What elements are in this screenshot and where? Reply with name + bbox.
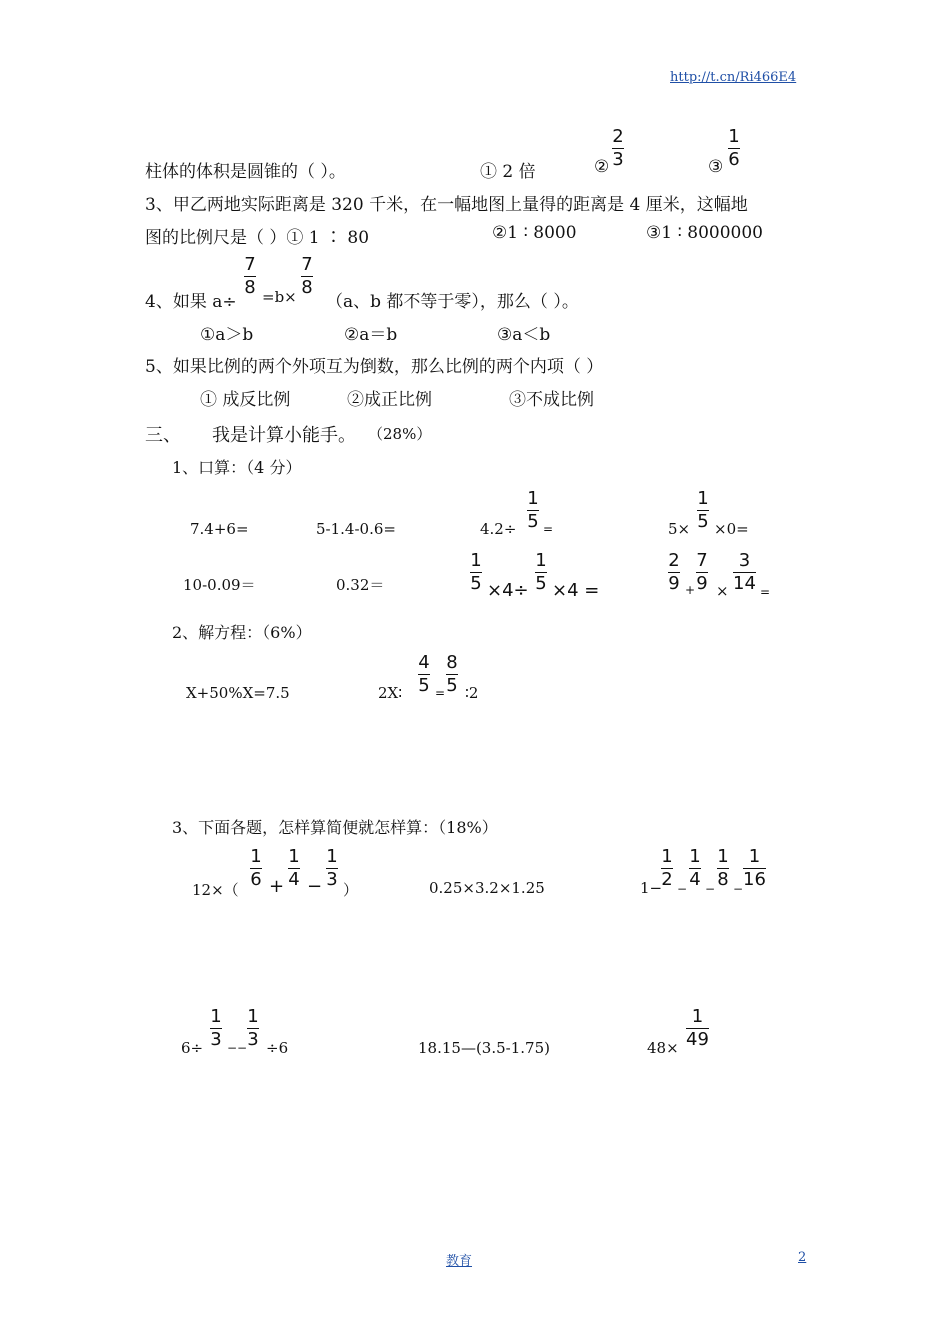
oral-8-equals: = (760, 585, 771, 599)
simplify-3-op-1: − (677, 882, 688, 896)
q3-line-2: 图的比例尺是（ ）① 1 ∶ 80 (145, 228, 370, 248)
numerator: 1 (535, 550, 547, 571)
simplify-4-op: −− (227, 1041, 248, 1055)
q4-option-3: ③a＜b (497, 325, 551, 345)
denominator: 3 (247, 1029, 259, 1050)
denominator: 5 (470, 573, 482, 594)
simplify-6-fraction (686, 1008, 709, 1049)
simplify-4-fraction-2 (247, 1008, 259, 1049)
denominator: 5 (697, 511, 709, 532)
oral-7-fraction-1 (470, 552, 482, 593)
q2-option-2-mark: ② (594, 157, 610, 177)
oral-8-fraction-2 (696, 552, 708, 593)
page-number[interactable]: 2 (798, 1250, 807, 1265)
denominator: 5 (418, 675, 430, 696)
simplify-6-prefix: 48× (647, 1039, 679, 1057)
q2-text: 柱体的体积是圆锥的（ ）。 (145, 162, 346, 182)
oral-3-fraction (527, 490, 539, 531)
simplify-1-fraction-3 (326, 848, 338, 889)
denominator: 8 (301, 277, 313, 298)
section-title: 我是计算小能手。 (212, 425, 356, 446)
part2-heading: 2、解方程：（6%） (172, 623, 312, 642)
oral-8-op-1: + (685, 583, 696, 597)
oral-8-fraction-3 (733, 552, 756, 593)
equation-2-prefix: 2X∶ (378, 684, 403, 702)
oral-4-fraction (697, 490, 709, 531)
numerator: 3 (738, 550, 751, 571)
q4-fraction-1 (244, 256, 256, 297)
q2-option-1: ① 2 倍 (480, 162, 536, 182)
oral-8-fraction-1 (668, 552, 680, 593)
denominator: 6 (728, 149, 740, 170)
denominator: 3 (326, 869, 338, 890)
numerator: 1 (661, 846, 673, 867)
oral-3-prefix: 4.2÷ (480, 520, 517, 538)
q2-option-3-fraction (728, 128, 740, 169)
q4-middle: =b× (262, 288, 297, 306)
oral-7-fraction-2 (535, 552, 547, 593)
q3-line-1: 3、甲乙两地实际距离是 320 千米，在一幅地图上量得的距离是 4 厘米，这幅地 (145, 195, 748, 215)
numerator: 1 (247, 1006, 259, 1027)
numerator: 4 (418, 652, 430, 673)
equation-1: X+50%X=7.5 (186, 684, 290, 702)
oral-4-prefix: 5× (668, 520, 691, 538)
simplify-1-op-2: − (307, 876, 323, 897)
simplify-2: 0.25×3.2×1.25 (429, 879, 545, 897)
q4-prefix: 4、如果 a÷ (145, 292, 237, 312)
denominator: 5 (446, 675, 458, 696)
simplify-3-fraction-2 (689, 848, 701, 889)
q2-option-3-mark: ③ (708, 157, 724, 177)
denominator: 3 (612, 149, 624, 170)
q3-option-2: ②1 ∶ 8000 (492, 223, 577, 243)
simplify-3-fraction-3 (717, 848, 729, 889)
q5-option-2: ②成正比例 (347, 390, 432, 410)
denominator: 6 (250, 869, 262, 890)
numerator: 7 (301, 254, 313, 275)
simplify-1-fraction-2 (288, 848, 300, 889)
numerator: 1 (689, 846, 701, 867)
denominator: 49 (686, 1029, 709, 1050)
q4-option-2: ②a＝b (344, 325, 398, 345)
simplify-5: 18.15—(3.5-1.75) (418, 1039, 550, 1057)
part3-heading: 3、下面各题，怎样算简便就怎样算：（18%） (172, 818, 498, 837)
denominator: 2 (661, 869, 673, 890)
oral-4-suffix: ×0= (714, 520, 749, 538)
oral-3-equals: = (543, 522, 554, 536)
oral-6: 0.32＝ (336, 576, 385, 594)
simplify-1-suffix: ） (343, 881, 359, 899)
equation-2-suffix: ∶2 (465, 684, 479, 702)
part1-heading: 1、口算：（4 分） (172, 458, 302, 477)
denominator: 4 (689, 869, 701, 890)
section-percent: （28%） (368, 425, 432, 443)
footer-link[interactable]: 教育 (446, 1254, 473, 1269)
numerator: 1 (326, 846, 338, 867)
oral-1: 7.4+6= (190, 520, 249, 538)
denominator: 16 (743, 869, 766, 890)
denominator: 9 (696, 573, 708, 594)
numerator: 8 (446, 652, 458, 673)
numerator: 1 (250, 846, 262, 867)
section-number: 三、 (145, 425, 181, 446)
numerator: 2 (612, 126, 624, 147)
denominator: 3 (210, 1029, 222, 1050)
numerator: 1 (691, 1006, 704, 1027)
denominator: 8 (717, 869, 729, 890)
q5-option-1: ① 成反比例 (200, 390, 291, 410)
denominator: 4 (288, 869, 300, 890)
denominator: 5 (535, 573, 547, 594)
q2-option-2-fraction (612, 128, 624, 169)
numerator: 7 (244, 254, 256, 275)
simplify-3-fraction-4 (743, 848, 766, 889)
oral-8-op-2: × (716, 582, 729, 600)
numerator: 1 (210, 1006, 222, 1027)
denominator: 9 (668, 573, 680, 594)
equation-2-fraction-1 (418, 654, 430, 695)
header-link[interactable]: http://t.cn/Ri466E4 (670, 70, 797, 85)
simplify-1-fraction-1 (250, 848, 262, 889)
simplify-3-op-2: − (705, 882, 716, 896)
q3-option-3: ③1 ∶ 8000000 (646, 223, 763, 243)
numerator: 1 (717, 846, 729, 867)
oral-5: 10-0.09＝ (183, 576, 256, 594)
oral-7-suffix: ×4 = (552, 580, 600, 601)
oral-7-middle: ×4÷ (487, 580, 529, 601)
simplify-4-fraction-1 (210, 1008, 222, 1049)
numerator: 1 (728, 126, 740, 147)
q5-text: 5、如果比例的两个外项互为倒数，那么比例的两个内项（ ） (145, 357, 604, 377)
equation-2-equals: = (435, 686, 446, 700)
equation-2-fraction-2 (446, 654, 458, 695)
simplify-4-prefix: 6÷ (181, 1039, 204, 1057)
q5-option-3: ③不成比例 (509, 390, 594, 410)
simplify-3-prefix: 1− (640, 879, 663, 897)
simplify-4-suffix: ÷6 (266, 1039, 289, 1057)
q4-option-1: ①a＞b (200, 325, 254, 345)
simplify-3-fraction-1 (661, 848, 673, 889)
numerator: 7 (696, 550, 708, 571)
numerator: 1 (527, 488, 539, 509)
q4-fraction-2 (301, 256, 313, 297)
numerator: 1 (288, 846, 300, 867)
simplify-1-op-1: + (269, 876, 285, 897)
oral-2: 5-1.4-0.6= (316, 520, 396, 538)
simplify-3-op-3: − (733, 882, 744, 896)
q4-suffix: （a、b 都不等于零），那么（ ）。 (326, 292, 579, 312)
numerator: 1 (697, 488, 709, 509)
simplify-1-prefix: 12×（ (192, 881, 239, 899)
denominator: 8 (244, 277, 256, 298)
denominator: 14 (733, 573, 756, 594)
numerator: 1 (748, 846, 761, 867)
numerator: 2 (668, 550, 680, 571)
denominator: 5 (527, 511, 539, 532)
numerator: 1 (470, 550, 482, 571)
